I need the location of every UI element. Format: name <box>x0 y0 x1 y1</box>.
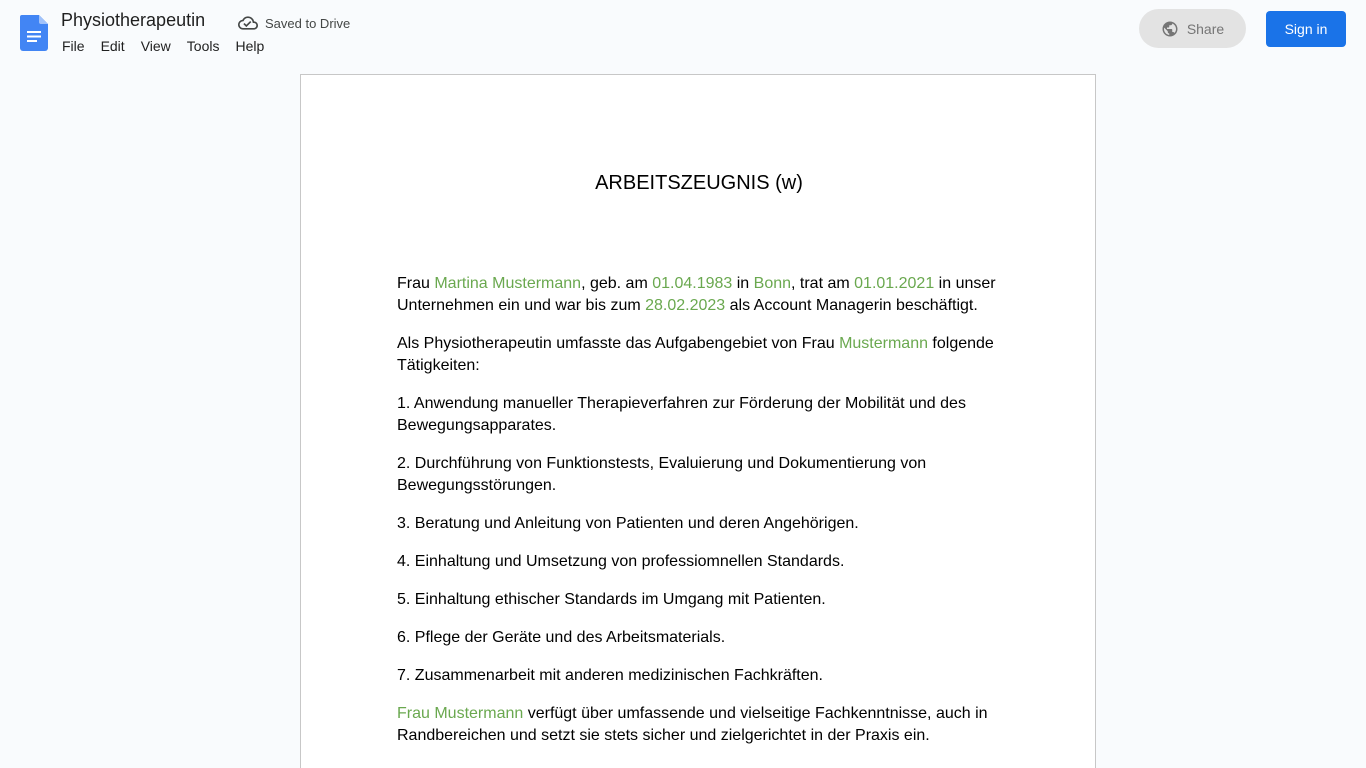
tasks-intro-text: folgende Tätigkeiten: <box>397 335 994 374</box>
task-item: 1. Anwendung manueller Therapieverfahren zur Förderung der Mobilität und des Bewegungsapparates. <box>397 395 966 434</box>
intro-paragraph <box>397 273 1007 317</box>
menu-bar <box>54 36 272 56</box>
document-heading: ARBEITSZEUGNIS (w) <box>595 172 803 194</box>
menu-help[interactable]: Help <box>235 38 265 54</box>
tasks-intro-text: Als Physiotherapeutin umfasste das Aufgabengebiet von Frau <box>397 335 840 352</box>
end-date: 28.02.2023 <box>645 297 726 314</box>
employee-name: Martina Mustermann <box>434 275 582 292</box>
share-button[interactable] <box>1139 9 1246 48</box>
sign-in-button[interactable]: Sign in <box>1266 11 1346 47</box>
task-item: 6. Pflege der Geräte und des Arbeitsmaterials. <box>397 629 726 646</box>
globe-icon <box>1161 20 1179 38</box>
document-body <box>397 273 1007 763</box>
birth-city: Bonn <box>753 275 792 292</box>
intro-text: in unser Unternehmen ein und war bis zum <box>397 275 996 314</box>
menu-file[interactable]: File <box>62 38 85 54</box>
employee-name-closing: Frau Mustermann <box>397 705 524 722</box>
save-status-label: Saved to Drive <box>265 15 351 31</box>
tasks-intro-paragraph <box>397 333 1007 377</box>
intro-text: Frau <box>397 275 435 292</box>
closing-paragraph <box>397 703 1007 747</box>
employee-surname: Mustermann <box>839 335 928 352</box>
docs-logo-icon[interactable] <box>20 15 48 51</box>
intro-text: als Account Managerin beschäftigt. <box>725 297 978 314</box>
intro-text: in <box>732 275 754 292</box>
task-item: 4. Einhaltung und Umsetzung von professiomnellen Standards. <box>397 553 845 570</box>
task-item: 2. Durchführung von Funktionstests, Evaluierung und Dokumentierung von Bewegungsstörungen. <box>397 455 927 494</box>
cloud-done-icon <box>238 13 258 33</box>
task-item: 3. Beratung und Anleitung von Patienten und deren Angehörigen. <box>397 515 859 532</box>
menu-view[interactable]: View <box>140 38 171 54</box>
save-status[interactable] <box>238 13 350 33</box>
intro-text: , trat am <box>791 275 855 292</box>
task-item: 7. Zusammenarbeit mit anderen medizinischen Fachkräften. <box>397 667 823 684</box>
closing-text: verfügt über umfassende und vielseitige Fachkenntnisse, auch in Randbereichen und setzt sie stets sicher und zielgerichtet in der Praxis ein. <box>397 705 988 744</box>
task-item: 5. Einhaltung ethischer Standards im Umgang mit Patienten. <box>397 591 826 608</box>
top-bar <box>0 0 1366 64</box>
menu-tools[interactable]: Tools <box>186 38 220 54</box>
start-date: 01.01.2021 <box>854 275 935 292</box>
menu-edit[interactable]: Edit <box>100 38 125 54</box>
document-title[interactable]: Physiotherapeutin <box>61 10 206 30</box>
intro-text: , geb. am <box>581 275 653 292</box>
document-page[interactable] <box>300 74 1096 768</box>
birth-date: 01.04.1983 <box>652 275 733 292</box>
share-label: Share <box>1186 20 1225 37</box>
